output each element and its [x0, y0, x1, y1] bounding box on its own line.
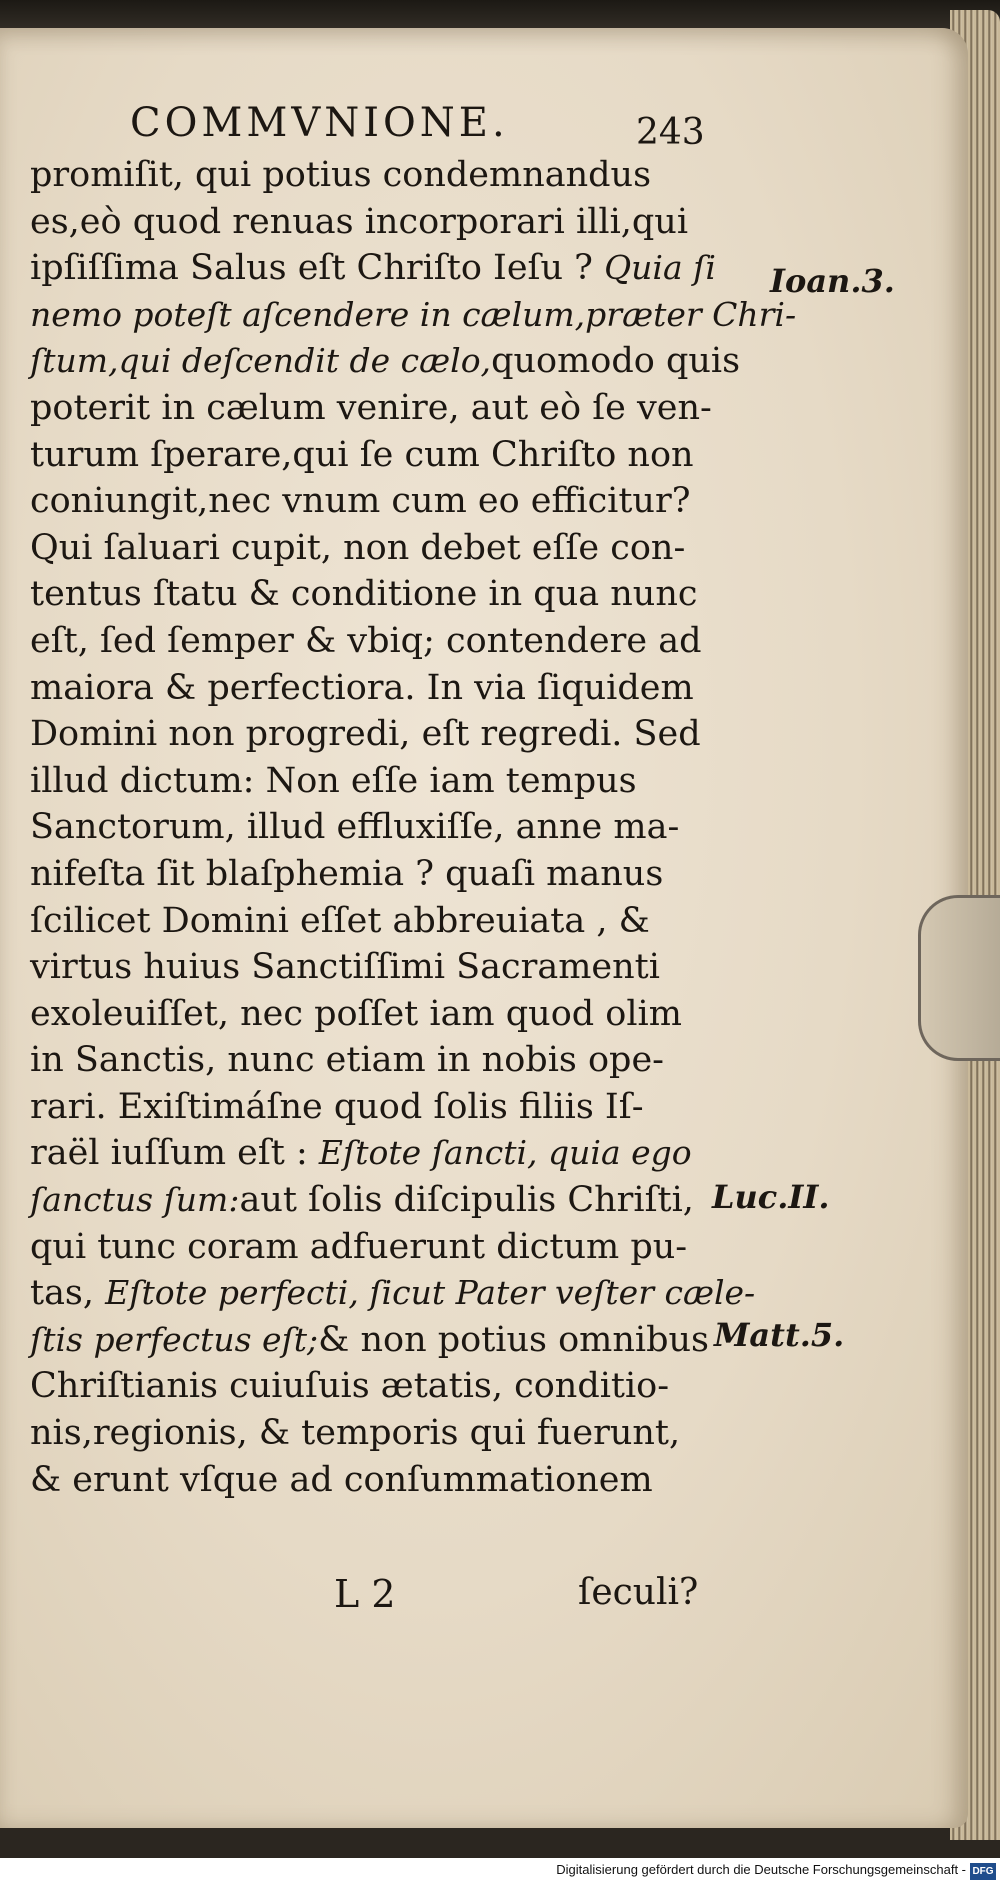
text-line: nifeſta ſit blaſphemia ? quaſi manus [30, 853, 664, 894]
text-line: virtus huius Sanctiſſimi Sacramenti [30, 947, 660, 988]
text-line: Sanctorum, illud effluxiſſe, anne ma- [30, 807, 680, 848]
text-line: exoleuiſſet, nec poſſet iam quod olim [30, 993, 682, 1034]
text-line: illud dictum: Non eſſe iam tempus [30, 760, 637, 801]
text-line: es,eò quod renuas incorporari illi,qui [30, 201, 689, 242]
text-line: tas, Eſtote perfecti, ſicut Pater veſter cæle- [30, 1273, 756, 1314]
page-number: 243 [636, 112, 705, 153]
book-clasp [918, 895, 1000, 1061]
text-line: Qui ſaluari cupit, non debet eſſe con- [30, 527, 686, 568]
text-line: nemo poteſt aſcendere in cælum,præter Chri- [30, 294, 797, 334]
text-line: Domini non progredi, eſt regredi. Sed [30, 714, 701, 755]
text-line: tentus ſtatu & conditione in qua nunc [30, 574, 698, 615]
text-line: poterit in cælum venire, aut eò ſe ven- [30, 387, 712, 428]
text-line: eſt, ſed ſemper & vbiq; contendere ad [30, 620, 702, 661]
running-head: COMMVNIONE. [130, 100, 509, 146]
text-line: nis,regionis, & temporis qui fuerunt, [30, 1413, 681, 1454]
text-line: ſtis perfectus eſt;& non potius omnibus [30, 1319, 709, 1360]
text-line: raël iuſſum eſt : Eſtote ſancti, quia ego [30, 1133, 692, 1174]
text-line: promiſit, qui potius condemnandus [30, 155, 652, 195]
text-line: ſtum,qui deſcendit de cælo,quomodo quis [30, 341, 741, 382]
text-line: coniungit,nec vnum cum eo efficitur? [30, 481, 691, 522]
text-line: ſcilicet Domini eſſet abbreuiata , & [30, 900, 650, 941]
credit-bar [0, 1858, 1000, 1886]
text-line: & erunt vſque ad conſummationem [30, 1459, 653, 1500]
credit-text: Digitalisierung gefördert durch die Deutsche Forschungsgemeinschaft - [556, 1862, 966, 1877]
margin-note-matt: Matt.5. [714, 1316, 845, 1354]
text-line: rari. Exiſtimáſne quod ſolis filiis Iſ- [30, 1086, 644, 1127]
signature-mark: L 2 [334, 1572, 396, 1616]
text-line: maiora & perfectiora. In via ſiquidem [30, 667, 694, 708]
text-line: ipſiſſima Salus eſt Chriſto Ieſu ? Quia ſi [30, 248, 716, 289]
text-line: qui tunc coram adfuerunt dictum pu- [30, 1226, 688, 1267]
text-line: turum ſperare,qui ſe cum Chriſto non [30, 434, 694, 475]
text-line: Chriſtianis cuiuſuis ætatis, conditio- [30, 1366, 670, 1407]
text-line: ſanctus ſum:aut ſolis diſcipulis Chriſti, [30, 1180, 694, 1221]
catchword: ſeculi? [578, 1572, 699, 1613]
margin-note-ioan: Ioan.3. [770, 262, 895, 300]
dfg-logo-icon: DFG [970, 1863, 996, 1880]
margin-note-luc: Luc.II. [712, 1178, 830, 1216]
text-line: in Sanctis, nunc etiam in nobis ope- [30, 1040, 664, 1081]
